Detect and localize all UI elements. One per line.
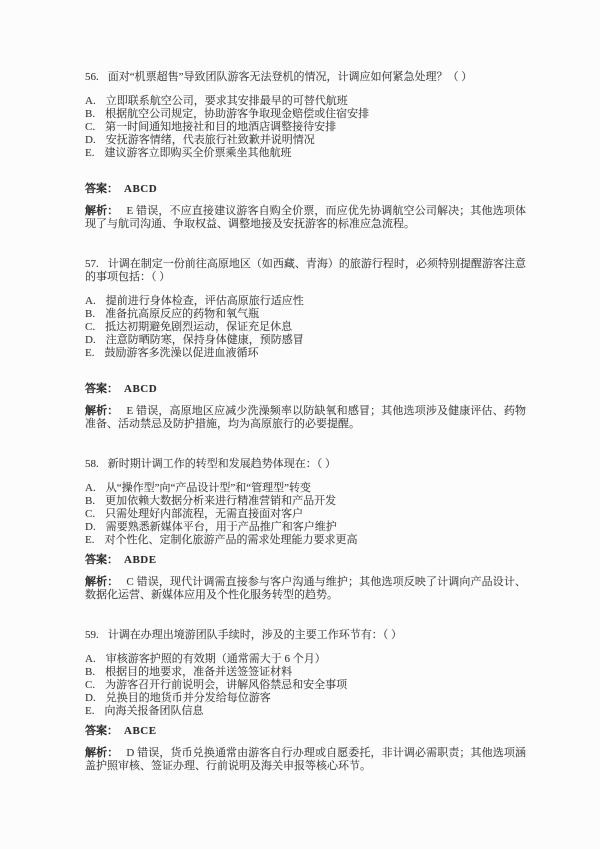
- option-text: 兑换目的地货币并分发给每位游客: [105, 692, 271, 704]
- option-text: 根据航空公司规定，协助游客争取现金赔偿或住宿安排: [105, 108, 370, 120]
- option-text: 建议游客立即购买全价票乘坐其他航班: [104, 147, 292, 159]
- question-number: 57.: [85, 258, 99, 270]
- answer-line: [85, 554, 526, 567]
- answer-value: ABCE: [124, 725, 157, 737]
- option-text: 更加依赖大数据分析来进行精准营销和产品开发: [105, 495, 337, 507]
- analysis-paragraph: [85, 747, 526, 773]
- option-label: E.: [85, 147, 95, 159]
- option-text: 审核游客护照的有效期（通常需大于 6 个月）: [105, 653, 326, 665]
- option-text: 注意防晒防寒，保持身体健康，预防感冒: [105, 334, 304, 346]
- option-row: [85, 347, 526, 360]
- option-text: 为游客召开行前说明会，讲解风俗禁忌和安全事项: [105, 679, 348, 691]
- option-text: 立即联系航空公司，要求其安排最早的可替代航班: [105, 95, 348, 107]
- answer-value: ABDE: [124, 554, 157, 566]
- answer-value: ABCD: [124, 383, 158, 395]
- option-text: 鼓励游客多洗澡以促进血液循环: [104, 347, 259, 359]
- answer-line: [85, 183, 526, 196]
- option-label: A.: [85, 295, 96, 307]
- question-block-59: [85, 629, 526, 773]
- option-text: 抵达初期避免剧烈运动，保证充足休息: [105, 321, 293, 333]
- question-block-56: [85, 71, 526, 231]
- analysis-label: 解析：: [85, 747, 119, 759]
- option-row: [85, 295, 526, 308]
- answer-label: 答案：: [85, 383, 118, 395]
- option-label: C.: [85, 508, 96, 520]
- option-label: E.: [85, 705, 95, 717]
- answer-label: 答案：: [85, 183, 118, 195]
- analysis-paragraph: [85, 576, 526, 602]
- option-label: E.: [85, 347, 95, 359]
- option-label: C.: [85, 321, 96, 333]
- question-number: 59.: [85, 629, 99, 641]
- option-row: [85, 147, 526, 160]
- option-row: [85, 521, 526, 534]
- option-row: [85, 121, 526, 134]
- question-block-58: [85, 458, 526, 602]
- option-label: B.: [85, 308, 96, 320]
- analysis-label: 解析：: [85, 205, 119, 217]
- answer-value: ABCD: [124, 183, 158, 195]
- option-text: 对个性化、定制化旅游产品的需求处理能力要求更高: [104, 534, 358, 546]
- option-row: [85, 495, 526, 508]
- option-text: 准备抗高原反应的药物和氧气瓶: [105, 308, 260, 320]
- option-label: B.: [85, 495, 96, 507]
- option-label: C.: [85, 121, 96, 133]
- option-label: E.: [85, 534, 95, 546]
- option-text: 需要熟悉新媒体平台，用于产品推广和客户维护: [105, 521, 337, 533]
- option-label: A.: [85, 653, 96, 665]
- option-row: [85, 334, 526, 347]
- option-label: D.: [85, 134, 96, 146]
- option-row: [85, 134, 526, 147]
- option-text: 根据目的地要求，准备并送签签证材料: [105, 666, 293, 678]
- question-stem: [85, 71, 526, 84]
- option-row: [85, 653, 526, 666]
- analysis-text: D 错误，货币兑换通常由游客自行办理或自愿委托，非计调必需职责；其他选项涵盖护照审核、签证办理、行前说明及海关申报等核心环节。: [85, 747, 526, 772]
- analysis-paragraph: [85, 405, 526, 431]
- question-stem: [85, 458, 526, 471]
- option-label: B.: [85, 666, 96, 678]
- question-number: 56.: [85, 71, 99, 83]
- answer-label: 答案：: [85, 725, 118, 737]
- question-stem-text: 面对“机票超售”导致团队游客无法登机的情况，计调应如何紧急处理？（ ）: [107, 71, 473, 83]
- answer-label: 答案：: [85, 554, 118, 566]
- option-label: D.: [85, 521, 96, 533]
- option-text: 第一时间通知地接社和目的地酒店调整接待安排: [105, 121, 337, 133]
- exam-page: [85, 71, 526, 773]
- analysis-label: 解析：: [85, 405, 119, 417]
- question-stem: [85, 629, 526, 642]
- question-number: 58.: [85, 458, 99, 470]
- analysis-label: 解析：: [85, 576, 119, 588]
- option-row: [85, 534, 526, 547]
- option-row: [85, 692, 526, 705]
- option-row: [85, 705, 526, 718]
- analysis-text: E 错误，高原地区应减少洗澡频率以防缺氧和感冒；其他选项涉及健康评估、药物准备、活动禁忌及防护措施，均为高原旅行的必要提醒。: [85, 405, 526, 430]
- answer-line: [85, 383, 526, 396]
- option-row: [85, 666, 526, 679]
- option-row: [85, 108, 526, 121]
- option-label: B.: [85, 108, 96, 120]
- option-row: [85, 508, 526, 521]
- option-text: 提前进行身体检查，评估高原旅行适应性: [105, 295, 304, 307]
- question-stem-text: 新时期计调工作的转型和发展趋势体现在：（ ）: [107, 458, 336, 470]
- option-row: [85, 95, 526, 108]
- analysis-text: C 错误，现代计调需直接参与客户沟通与维护；其他选项反映了计调向产品设计、数据化运营、新媒体应用及个性化服务转型的趋势。: [85, 576, 526, 601]
- question-stem-text: 计调在制定一份前往高原地区（如西藏、青海）的旅游行程时，必须特别提醒游客注意的事项包括：（ ）: [85, 258, 526, 283]
- option-text: 向海关报备团队信息: [104, 705, 204, 717]
- option-label: C.: [85, 679, 96, 691]
- analysis-text: E 错误，不应直接建议游客自购全价票，而应优先协调航空公司解决；其他选项体现了与航司沟通、争取权益、调整地接及安抚游客的标准应急流程。: [85, 205, 526, 230]
- option-label: A.: [85, 95, 96, 107]
- option-label: D.: [85, 334, 96, 346]
- option-row: [85, 679, 526, 692]
- option-label: D.: [85, 692, 96, 704]
- option-label: A.: [85, 482, 96, 494]
- option-row: [85, 482, 526, 495]
- analysis-paragraph: [85, 205, 526, 231]
- question-block-57: [85, 258, 526, 431]
- option-text: 从“操作型”向“产品设计型”和“管理型”转变: [105, 482, 311, 494]
- option-text: 安抚游客情绪，代表旅行社致歉并说明情况: [105, 134, 315, 146]
- answer-line: [85, 725, 526, 738]
- option-row: [85, 321, 526, 334]
- question-stem-text: 计调在办理出境游团队手续时，涉及的主要工作环节有：（ ）: [107, 629, 402, 641]
- question-stem: [85, 258, 526, 284]
- option-text: 只需处理好内部流程，无需直接面对客户: [105, 508, 304, 520]
- option-row: [85, 308, 526, 321]
